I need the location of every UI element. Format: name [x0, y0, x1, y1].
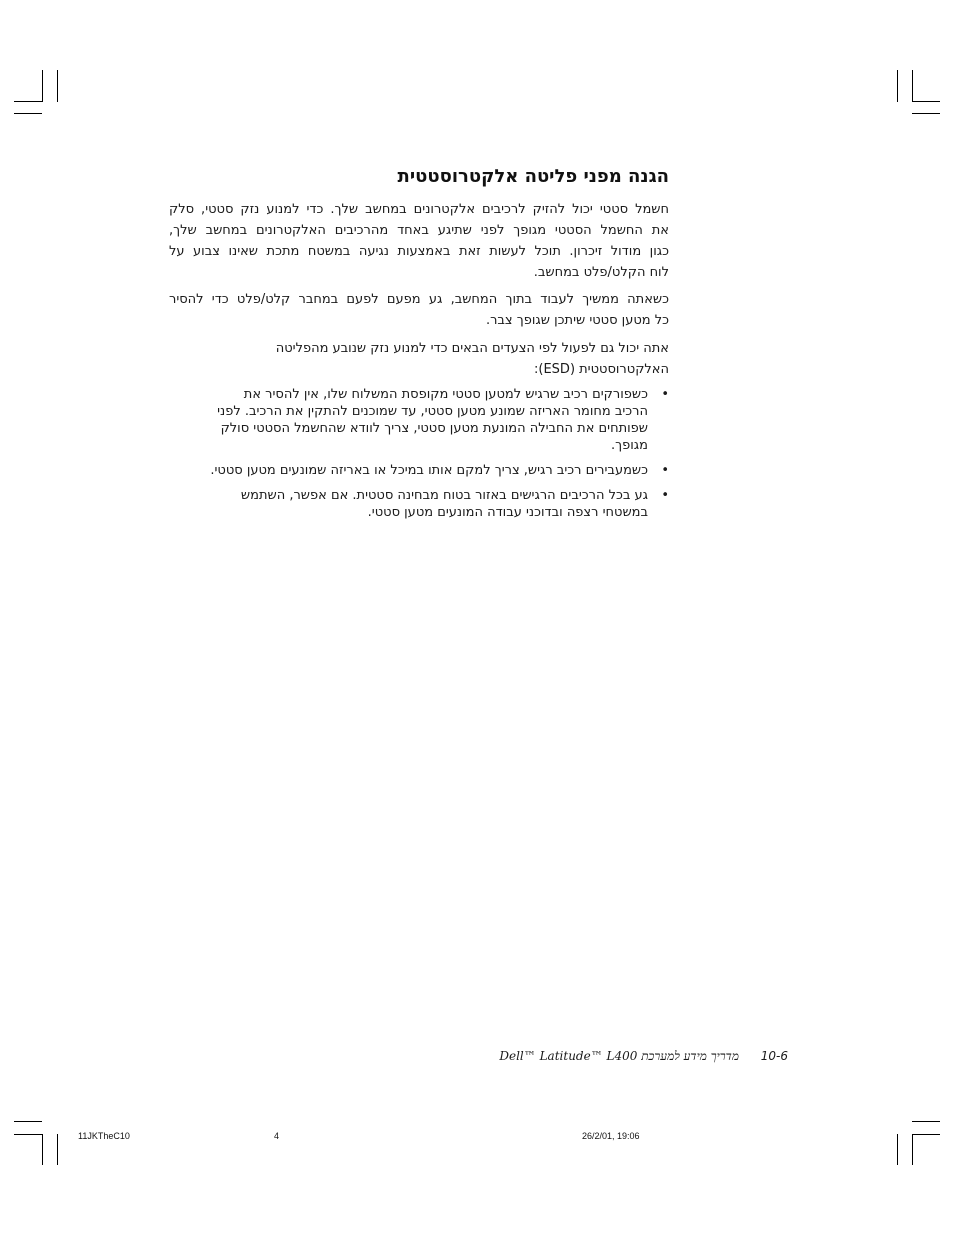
text-line: האלקטרוסטטית (ESD):: [534, 362, 669, 377]
text-line: גע בכל הרכיבים הרגישים באזור בטוח מבחינה סטטית. אם אפשר, השתמש: [240, 488, 648, 503]
crop-mark: [897, 70, 898, 102]
crop-mark: [42, 1134, 43, 1165]
text-line: כגון מודול זיכרון. תוכל לעשות זאת באמצעות נגיעה במשטח מתכת שאינו צבוע על: [169, 244, 669, 259]
text-line: כל מטען סטטי שיתכן שגופך צבר.: [485, 313, 669, 328]
crop-mark: [14, 1121, 42, 1122]
bullet-icon: •: [661, 463, 669, 478]
text-line: שפותחים את החבילה המונעת מטען סטטי, צריך לוודא שהחשמל הסטטי סולק: [220, 421, 648, 436]
slug-datetime: 26/2/01, 19:06: [582, 1131, 640, 1141]
crop-mark: [912, 1121, 940, 1122]
crop-mark: [912, 70, 913, 102]
text-line: כשפורקים רכיב שרגיש למטען סטטי מקופסת המשלוח שלו, אין להסיר את: [243, 387, 648, 402]
crop-mark: [57, 70, 58, 102]
page-number: 10-6: [760, 1049, 788, 1063]
paragraph-esd-intro: [169, 338, 669, 380]
crop-mark: [42, 70, 43, 102]
crop-mark: [14, 1134, 43, 1135]
text-line: את החשמל הסטטי מגופך לפני שתיגע באחד מהרכיבים האלקטרונים במחשב שלך,: [169, 223, 669, 238]
text-line: לוח הקלט/פלט במחשב.: [533, 265, 669, 280]
text-line: כשמעבירים רכיב רגיש, צריך למקם אותו במיכל או באריזה שמונעים מטען סטטי.: [210, 463, 648, 478]
text-line: חשמל סטטי יכול להזיק לרכיבים אלקטרונים במחשב שלך. כדי למנוע נזק סטטי, סלק: [169, 202, 669, 217]
text-line: אתה יכול גם לפעול לפי הצעדים הבאים כדי למנוע נזק שנובע מהפליטה: [275, 341, 669, 356]
list-item: [149, 386, 669, 454]
text-line: כשאתה ממשיך לעבוד בתוך המחשב, גע מפעם לפעם במחבר קלט/פלט כדי להסיר: [169, 292, 669, 307]
bullet-icon: •: [661, 488, 669, 503]
text-line: מגופך.: [611, 438, 648, 453]
slug-filename: 11JKTheC10: [78, 1131, 130, 1141]
crop-mark: [14, 113, 42, 114]
crop-mark: [912, 101, 940, 102]
esd-steps-list: [149, 386, 669, 529]
text-line: במשטחי רצפה ובדוכני עבודה המונעים מטען סטטי.: [367, 505, 648, 520]
paragraph-continue-working: [169, 289, 669, 331]
crop-mark: [912, 1134, 913, 1165]
text-line: הרכיב מחומר האריזה שמונע מטען סטטי, עד שמוכנים להתקין את הרכיב. לפני: [217, 404, 648, 419]
running-footer: [499, 1049, 788, 1064]
section-heading: הגנה מפני פליטה אלקטרוסטטית: [397, 166, 669, 187]
slug-page: 4: [274, 1131, 280, 1141]
crop-mark: [912, 1134, 940, 1135]
list-item: [149, 462, 669, 479]
crop-mark: [14, 101, 43, 102]
crop-mark: [57, 1134, 58, 1165]
guide-title: מדריך מידע למערכת Dell™ Latitude™ L400: [499, 1049, 739, 1063]
crop-mark: [912, 113, 940, 114]
list-item: [149, 487, 669, 521]
paragraph-static-electricity: [169, 199, 669, 283]
crop-mark: [897, 1134, 898, 1165]
bullet-icon: •: [661, 387, 669, 402]
